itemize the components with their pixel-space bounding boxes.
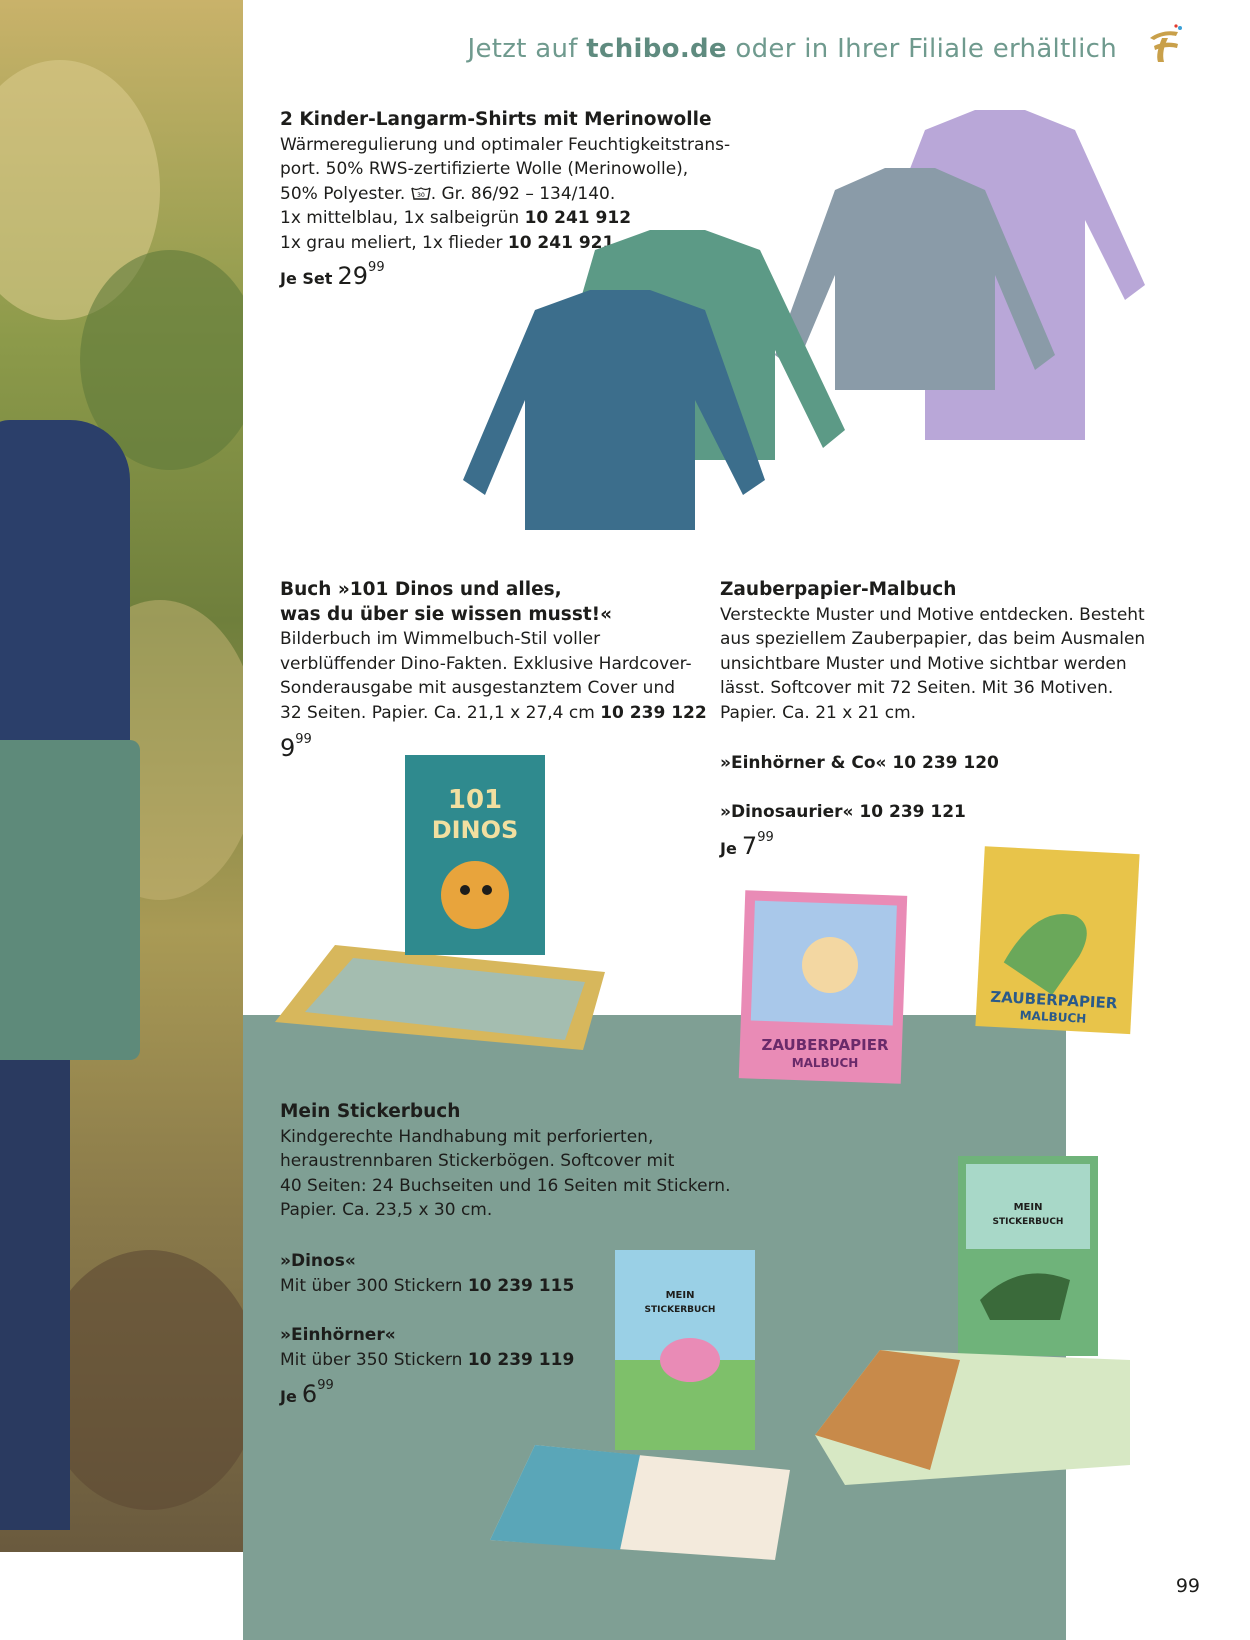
header-suffix: oder in Ihrer Filiale erhältlich (726, 34, 1117, 64)
shirts-price-prefix: Je Set (280, 269, 333, 288)
shirts-variant-1: 1x mittelblau, 1x salbeigrün (280, 208, 525, 228)
dino-book-text (280, 578, 707, 725)
sticker-dino-cover-label-2: STICKERBUCH (992, 1217, 1064, 1227)
zauber-variant-2: »Dinosaurier« 10 239 121 (720, 802, 966, 822)
child-jacket (0, 420, 130, 750)
sticker-desc-line: heraustrennbaren Stickerbögen. Softcover mit (280, 1151, 675, 1171)
shirts-desc-line: port. 50% RWS-zertifizierte Wolle (Merinowolle), (280, 159, 689, 179)
zauber-desc-line: lässt. Softcover mit 72 Seiten. Mit 36 Motiven. (720, 678, 1114, 698)
zauber-dino-cover-label: ZAUBERPAPIER (989, 987, 1118, 1013)
zauber-unicorn-book (739, 890, 907, 1084)
hero-photo (0, 0, 243, 1552)
shirts-variant-1-code: 10 241 912 (524, 208, 632, 228)
shirts-variant-2-code: 10 241 921 (507, 232, 615, 253)
dino-book-size: 32 Seiten. Papier. Ca. 21,1 x 27,4 cm (280, 702, 601, 723)
dino-book-code: 10 239 122 (600, 702, 707, 723)
header-site[interactable]: tchibo.de (586, 34, 727, 64)
sticker-books-image (490, 1150, 1140, 1560)
sticker-variant-1-name: »Dinos« (280, 1251, 356, 1271)
dino-book-desc-line: Bilderbuch im Wimmelbuch-Stil voller (280, 629, 601, 649)
shirts-price-cents: 99 (368, 260, 385, 275)
sticker-variant-2-desc: Mit über 350 Stickern (280, 1349, 468, 1370)
svg-text:30: 30 (416, 191, 425, 199)
zauber-variant-1: »Einhörner & Co« 10 239 120 (720, 753, 999, 773)
shirts-desc-line: Wärmeregulierung und optimaler Feuchtigkeitstrans- (280, 134, 731, 155)
sticker-variant-2-name: »Einhörner« (280, 1325, 396, 1345)
zauber-price-main: 7 (741, 832, 758, 860)
zauber-desc-line: aus speziellem Zauberpapier, das beim Ausmalen (720, 629, 1146, 649)
zauber-unicorn-cover-label-2: MALBUCH (791, 1056, 859, 1070)
dino-book-title-2: was du über sie wissen musst!« (280, 603, 613, 625)
wash-30-icon (411, 185, 431, 201)
dino-book-title: Buch »101 Dinos und alles, (280, 579, 562, 600)
sticker-price (280, 1380, 334, 1408)
sticker-desc-line: Papier. Ca. 23,5 x 30 cm. (280, 1200, 493, 1220)
dino-book-image (265, 750, 610, 1060)
availability-header (468, 34, 1118, 64)
sticker-variant-2-code: 10 239 119 (467, 1349, 575, 1370)
shirts-variant-2: 1x grau meliert, 1x flieder (280, 232, 508, 253)
child-pants (0, 1060, 70, 1530)
zauber-desc-line: Papier. Ca. 21 x 21 cm. (720, 702, 917, 723)
shirts-title: 2 Kinder-Langarm-Shirts mit Merinowolle (280, 109, 712, 130)
sticker-variant-1-code: 10 239 115 (467, 1275, 575, 1296)
zauber-dino-cover-label-2: MALBUCH (1019, 1008, 1087, 1026)
sticker-unicorn-book (490, 1250, 790, 1560)
zauber-title: Zauberpapier-Malbuch (720, 579, 957, 600)
sticker-unicorn-cover-label: MEIN (665, 1290, 695, 1301)
zauber-price-prefix: Je (720, 839, 737, 858)
dino-face-icon (441, 861, 509, 929)
dino-book-desc-line: verblüffender Dino-Fakten. Exklusive Hardcover- (280, 653, 692, 674)
zauber-desc-line: Versteckte Muster und Motive entdecken. Besteht (720, 604, 1145, 625)
header-prefix: Jetzt auf (467, 34, 587, 64)
sticker-desc-line: 40 Seiten: 24 Buchseiten und 16 Seiten mit Stickern. (280, 1175, 731, 1196)
sticker-price-prefix: Je (280, 1387, 297, 1406)
sticker-dino-cover-label: MEIN (1013, 1202, 1043, 1213)
dino-book-price-cents: 99 (295, 732, 312, 747)
shirts-price-main: 29 (337, 262, 369, 290)
zauber-unicorn-cover-label: ZAUBERPAPIER (761, 1036, 889, 1054)
sticker-dino-book (815, 1156, 1130, 1485)
page-number: 99 (1175, 1575, 1200, 1597)
sticker-price-main: 6 (301, 1380, 318, 1408)
sticker-title: Mein Stickerbuch (280, 1101, 461, 1122)
shirts-image (455, 110, 1195, 540)
dino-book-cover-title: 101 (447, 785, 503, 815)
dino-book-cover-title-2: DINOS (431, 816, 519, 844)
zauber-dino-book (975, 846, 1139, 1034)
shirts-sizes: . Gr. 86/92 – 134/140. (430, 183, 616, 204)
dino-book-desc-line: Sonderausgabe mit ausgestanztem Cover und (280, 678, 676, 698)
zauber-desc-line: unsichtbare Muster und Motive sichtbar werden (720, 653, 1127, 674)
zauber-text (720, 578, 1145, 725)
sticker-desc-line: Kindgerechte Handhabung mit perforierten, (280, 1126, 654, 1147)
zauber-books-image (735, 845, 1145, 1085)
sticker-unicorn-cover-label-2: STICKERBUCH (644, 1305, 716, 1315)
sticker-variant-1-desc: Mit über 300 Stickern (280, 1275, 468, 1296)
tchibo-logo-icon (1144, 22, 1184, 66)
shirts-material: 50% Polyester. (280, 183, 411, 204)
zauber-price-cents: 99 (757, 830, 774, 845)
sticker-price-cents: 99 (317, 1378, 334, 1393)
child-jacket-lower (0, 740, 140, 1060)
shirts-price (280, 262, 385, 290)
dino-book-price-main: 9 (280, 734, 296, 762)
